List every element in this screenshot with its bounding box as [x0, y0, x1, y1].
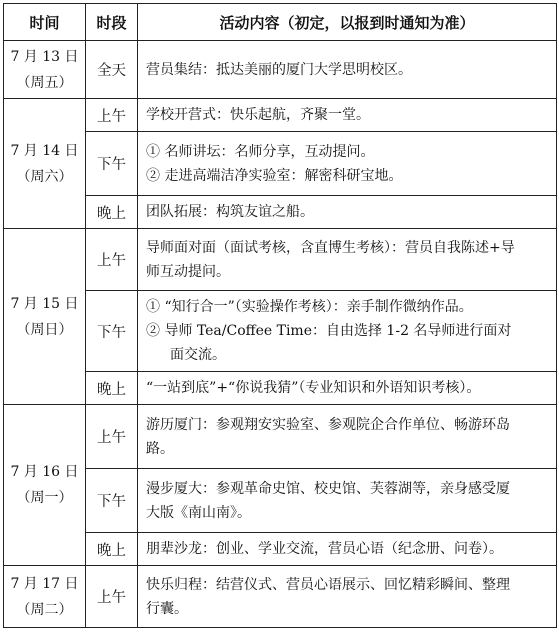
activity-line: 师互动提问。 [146, 263, 230, 280]
date-cell [4, 405, 86, 566]
schedule-body [4, 41, 557, 628]
period-cell: 全天 [86, 41, 138, 99]
activity-line: 行囊。 [146, 600, 188, 617]
weekday-label: （周六） [16, 168, 73, 185]
activity-cell [138, 132, 557, 196]
period-cell: 上午 [86, 566, 138, 628]
schedule-row [4, 372, 557, 405]
schedule-row [4, 41, 557, 99]
period-cell: 晚上 [86, 196, 138, 229]
date-cell [4, 566, 86, 628]
activity-line: 大版《南山南》。 [146, 504, 251, 521]
period-cell: 上午 [86, 99, 138, 132]
period-cell: 下午 [86, 132, 138, 196]
activity-line: 朋辈沙龙：创业、学业交流，营员心语（纪念册、问卷）。 [146, 541, 503, 557]
date-label: 7 月 14 日 [10, 142, 79, 159]
activity-line: 团队拓展：构筑友谊之船。 [146, 204, 314, 220]
schedule-row [4, 229, 557, 291]
activity-cell [138, 405, 557, 469]
date-label: 7 月 15 日 [10, 295, 79, 312]
schedule-row [4, 469, 557, 533]
activity-cell [138, 291, 557, 372]
date-label: 7 月 13 日 [10, 48, 79, 65]
activity-cell [138, 99, 557, 132]
activity-line: 路。 [146, 440, 174, 457]
schedule-row [4, 291, 557, 372]
activity-line: 面交流。 [170, 347, 226, 363]
period-cell: 晚上 [86, 533, 138, 566]
activity-line: ② 走进高端洁净实验室：解密科研宝地。 [146, 167, 403, 184]
date-label: 7 月 16 日 [10, 464, 79, 480]
activity-cell [138, 533, 557, 566]
schedule-row [4, 132, 557, 196]
schedule-table [3, 3, 557, 628]
activity-line: 导师面对面（面试考核，含直博生考核）：营员自我陈述+导 [146, 239, 515, 256]
period-cell: 上午 [86, 229, 138, 291]
header-period: 时段 [86, 4, 138, 41]
activity-cell [138, 229, 557, 291]
weekday-label: （周五） [16, 74, 73, 91]
activity-line: 营员集结：抵达美丽的厦门大学思明校区。 [146, 61, 412, 78]
date-cell [4, 229, 86, 405]
period-cell: 上午 [86, 405, 138, 469]
activity-line: “一站到底”+“你说我猜”（专业知识和外语知识考核）。 [146, 380, 481, 396]
activity-cell [138, 372, 557, 405]
activity-cell [138, 566, 557, 628]
weekday-label: （周一） [16, 490, 73, 506]
period-cell: 晚上 [86, 372, 138, 405]
period-cell: 下午 [86, 291, 138, 372]
date-cell [4, 99, 86, 229]
weekday-label: （周二） [16, 601, 73, 618]
schedule-row [4, 405, 557, 469]
activity-line: ① 名师讲坛：名师分享，互动提问。 [146, 143, 375, 160]
activity-line: 快乐归程：结营仪式、营员心语展示、回忆精彩瞬间、整理 [146, 576, 510, 593]
activity-line: ① “知行合一”（实验操作考核）：亲手制作微纳作品。 [146, 299, 473, 315]
header-date: 时间 [4, 4, 86, 41]
activity-line: 游历厦门：参观翔安实验室、参观院企合作单位、畅游环岛 [146, 416, 510, 433]
schedule-row [4, 196, 557, 229]
schedule-row [4, 533, 557, 566]
activity-line: ② 导师 Tea/Coffee Time：自由选择 1-2 名导师进行面对 [146, 323, 512, 339]
date-cell [4, 41, 86, 99]
header-activity: 活动内容（初定，以报到时通知为准） [138, 4, 557, 41]
activity-cell [138, 41, 557, 99]
date-label: 7 月 17 日 [10, 575, 79, 592]
weekday-label: （周日） [16, 321, 73, 338]
activity-cell [138, 196, 557, 229]
header-row [4, 4, 557, 41]
activity-line: 学校开营式：快乐起航，齐聚一堂。 [146, 107, 370, 123]
schedule-row [4, 99, 557, 132]
schedule-row [4, 566, 557, 628]
period-cell: 下午 [86, 469, 138, 533]
activity-cell [138, 469, 557, 533]
activity-line: 漫步厦大：参观革命史馆、校史馆、芙蓉湖等，亲身感受厦 [146, 480, 510, 497]
